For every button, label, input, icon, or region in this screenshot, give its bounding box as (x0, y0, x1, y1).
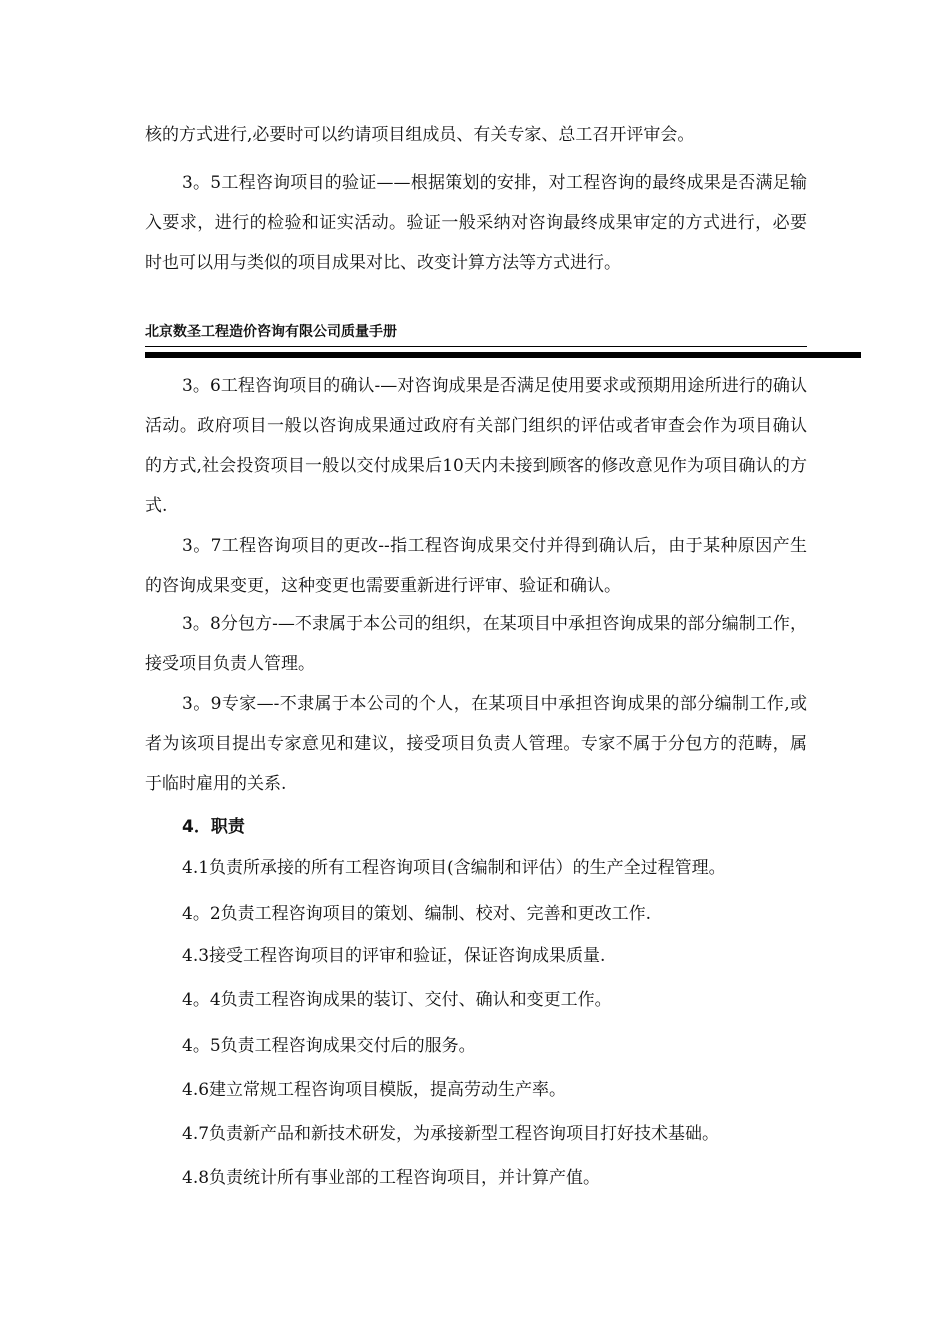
list-item-4-1: 4.1负责所承接的所有工程咨询项目(含编制和评估）的生产全过程管理。 (182, 858, 726, 878)
paragraph-3-5: 3。5工程咨询项目的验证——根据策划的安排，对工程咨询的最终成果是否满足输入要求，进行的检验和证实活动。验证一般采纳对咨询最终成果审定的方式进行，必要时也可以用与类似的项目成果对比、改变计算方法等方式进行。 (145, 173, 807, 273)
list-item-4-4: 4。4负责工程咨询成果的装订、交付、确认和变更工作。 (182, 990, 612, 1010)
paragraph-continuation: 核的方式进行,必要时可以约请项目组成员、有关专家、总工召开评审会。 (145, 125, 695, 145)
list-item-4-2: 4。2负责工程咨询项目的策划、编制、校对、完善和更改工作. (182, 904, 652, 924)
list-item-4-7: 4.7负责新产品和新技术研发，为承接新型工程咨询项目打好技术基础。 (182, 1124, 720, 1144)
paragraph-3-8: 3。8分包方-—不隶属于本公司的组织，在某项目中承担咨询成果的部分编制工作，接受项目负责人管理。 (145, 614, 807, 674)
paragraph-3-7: 3。7工程咨询项目的更改--指工程咨询成果交付并得到确认后，由于某种原因产生的咨询成果变更，这种变更也需要重新进行评审、验证和确认。 (145, 536, 807, 596)
list-item-4-8: 4.8负责统计所有事业部的工程咨询项目，并计算产值。 (182, 1168, 601, 1188)
running-header-title: 北京数圣工程造价咨询有限公司质量手册 (145, 324, 397, 340)
paragraph-3-6: 3。6工程咨询项目的确认-—对咨询成果是否满足使用要求或预期用途所进行的确认活动。政府项目一般以咨询成果通过政府有关部门组织的评估或者审查会作为项目确认的方式,社会投资项目一般以交付成果后10天内未接到顾客的修改意见作为项目确认的方式. (145, 376, 807, 516)
list-item-4-3: 4.3接受工程咨询项目的评审和验证，保证咨询成果质量. (182, 946, 606, 966)
list-item-4-6: 4.6建立常规工程咨询项目模版，提高劳动生产率。 (182, 1080, 567, 1100)
list-item-4-5: 4。5负责工程咨询成果交付后的服务。 (182, 1036, 476, 1056)
section-4-heading: 4．职责 (182, 817, 245, 837)
header-rule-thick (145, 352, 861, 358)
paragraph-3-9: 3。9专家—-不隶属于本公司的个人，在某项目中承担咨询成果的部分编制工作,或者为该项目提出专家意见和建议，接受项目负责人管理。专家不属于分包方的范畴，属于临时雇用的关系. (145, 694, 807, 794)
header-rule-thin (145, 346, 807, 347)
